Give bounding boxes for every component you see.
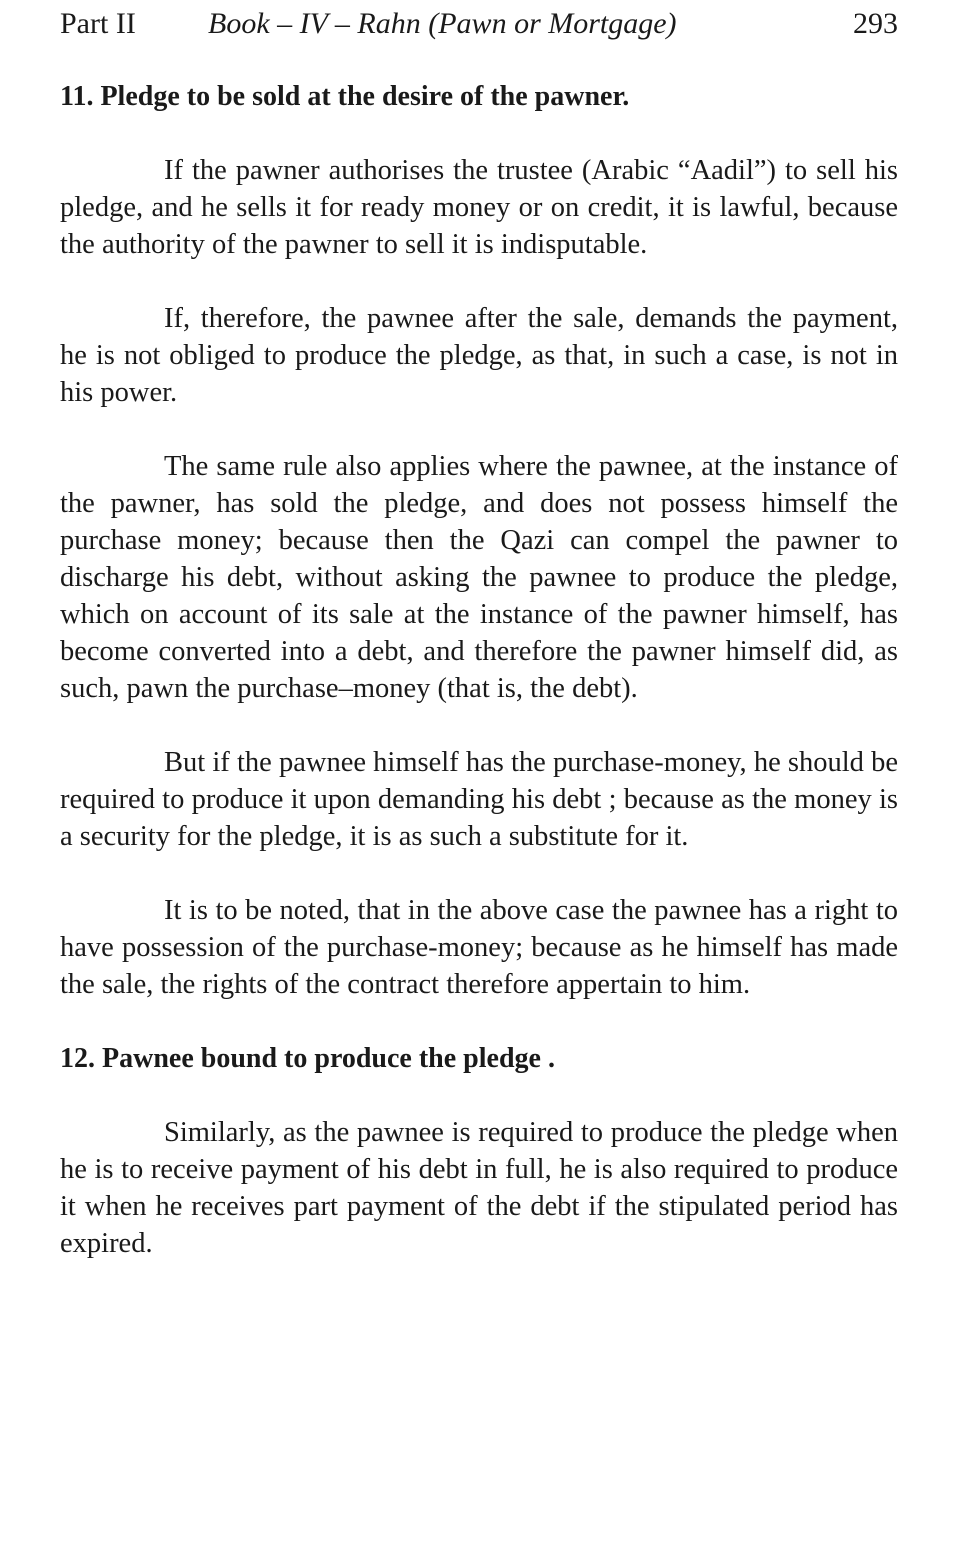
running-head-part: Part II (60, 7, 136, 40)
section-11 (60, 78, 898, 1003)
running-head-title: Book – IV – Rahn (Pawn or Mortgage) (208, 7, 677, 40)
section-12 (60, 1040, 898, 1262)
paragraph: The same rule also applies where the pawnee, at the instance of the pawner, has sold the pledge, and does not possess himself the purchase money; because then the Qazi can compel the pawner to discharge his debt, without asking the pawnee to produce the pledge, which on account of its sale at the instance of the pawner himself, has become converted into a debt, and therefore the pawner himself did, as such, pawn the purchase–money (that is, the debt). (60, 451, 898, 704)
paragraph: If, therefore, the pawnee after the sale, demands the payment, he is not obliged to produce the pledge, as that, in such a case, is not in his power. (60, 303, 898, 408)
section-heading: 11. Pledge to be sold at the desire of the pawner. (60, 81, 630, 112)
running-head (60, 2, 898, 46)
paragraph: But if the pawnee himself has the purchase-money, he should be required to produce it upon demanding his debt ; because as the money is a security for the pledge, it is as such a substitute for it. (60, 747, 898, 852)
section-heading: 12. Pawnee bound to produce the pledge . (60, 1043, 555, 1074)
page-content (60, 78, 898, 1262)
page-number: 293 (853, 7, 898, 40)
paragraph: If the pawner authorises the trustee (Arabic “Aadil”) to sell his pledge, and he sells it for ready money or on credit, it is lawful, because the authority of the pawner to sell it is indisputable. (60, 155, 898, 260)
paragraph: Similarly, as the pawnee is required to produce the pledge when he is to receive payment of his debt in full, he is also required to produce it when he receives part payment of the debt if the stipulated period has expired. (60, 1117, 898, 1259)
paragraph: It is to be noted, that in the above case the pawnee has a right to have possession of the purchase-money; because as he himself has made the sale, the rights of the contract therefore appertain to him. (60, 895, 898, 1000)
